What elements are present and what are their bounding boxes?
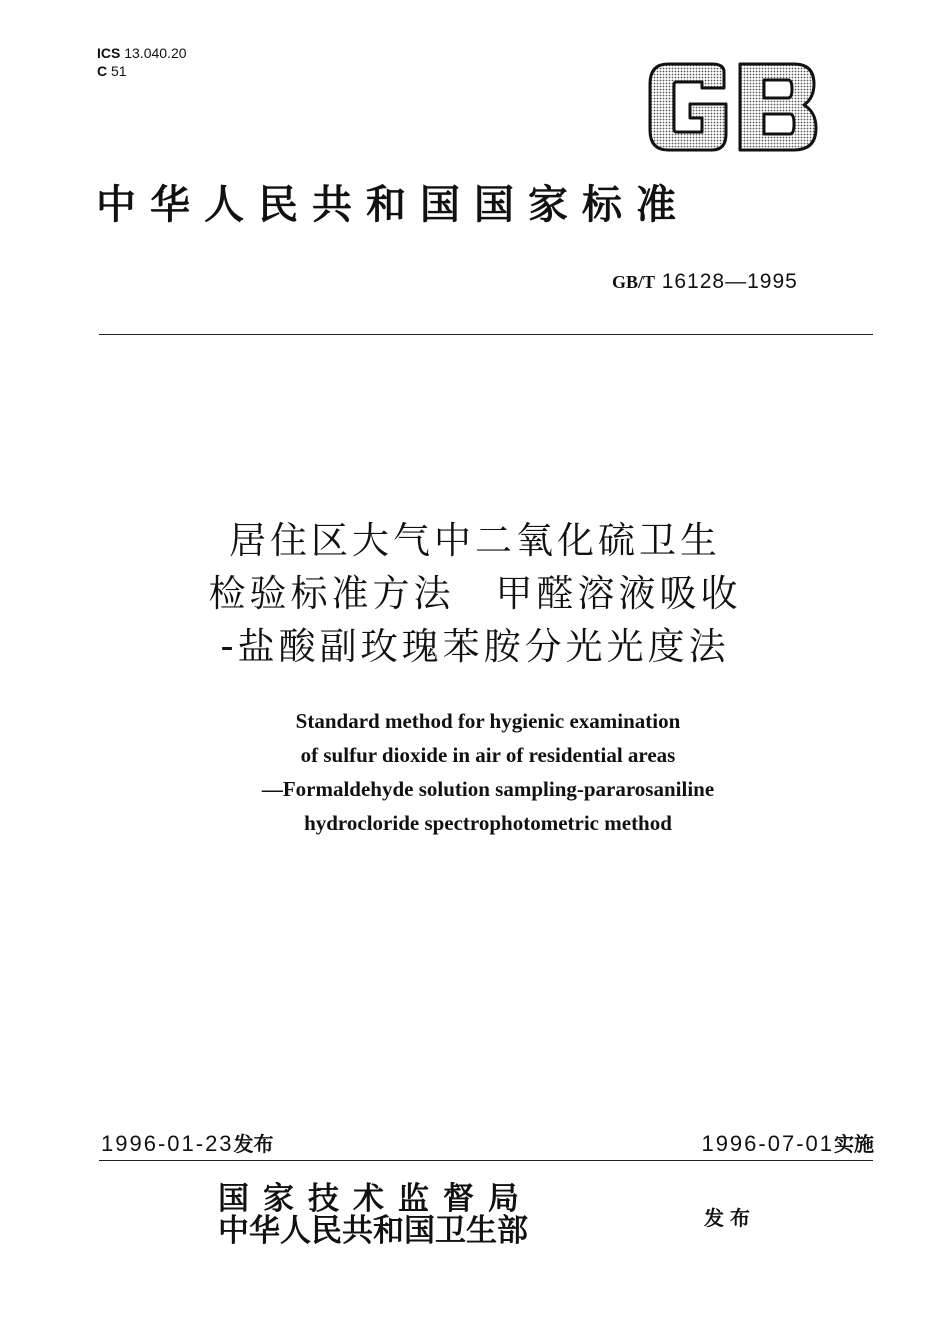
publish-label: 发布 <box>704 1206 756 1230</box>
ccs-line <box>97 62 187 80</box>
issuing-authorities <box>218 1183 533 1247</box>
english-title-line-4: hydrocloride spectrophotometric method <box>304 811 672 835</box>
ics-label: ICS <box>97 45 121 61</box>
standard-number-value: 16128—1995 <box>661 270 798 293</box>
classification-codes <box>97 44 187 80</box>
standard-number-prefix: GB/T <box>612 272 656 292</box>
english-title-line-3: —Formaldehyde solution sampling-pararosaniline <box>261 777 715 801</box>
national-standard-title: 中华人民共和国国家标准 <box>96 181 690 228</box>
issue-date-suffix: 发布 <box>233 1132 274 1156</box>
implementation-date-value: 1996-07-01 <box>701 1131 834 1156</box>
issuer-line-2: 中华人民共和国卫生部 <box>218 1213 528 1249</box>
implementation-date <box>701 1130 874 1159</box>
issuer-line-1: 国家技术监督局 <box>218 1181 533 1217</box>
chinese-title-line-1: 居住区大气中二氧化硫卫生 <box>229 519 721 562</box>
english-title <box>0 704 950 840</box>
ics-code: 13.040.20 <box>124 45 187 61</box>
ccs-label: C <box>97 63 108 79</box>
standard-number <box>612 268 798 295</box>
issue-date <box>101 1130 274 1159</box>
header-divider <box>99 334 873 335</box>
ccs-code: 51 <box>111 63 127 79</box>
english-title-line-1: Standard method for hygienic examination <box>295 709 681 733</box>
chinese-title-line-2: 检验标准方法 甲醛溶液吸收 <box>208 572 742 615</box>
chinese-title <box>0 514 950 673</box>
gb-logo-icon <box>644 58 820 156</box>
implementation-date-suffix: 实施 <box>834 1132 874 1156</box>
english-title-line-2: of sulfur dioxide in air of residential areas <box>300 743 676 767</box>
footer-divider <box>99 1160 873 1161</box>
chinese-title-line-3: -盐酸副玫瑰苯胺分光光度法 <box>220 625 730 668</box>
issue-date-value: 1996-01-23 <box>101 1131 234 1156</box>
ics-line <box>97 44 187 62</box>
